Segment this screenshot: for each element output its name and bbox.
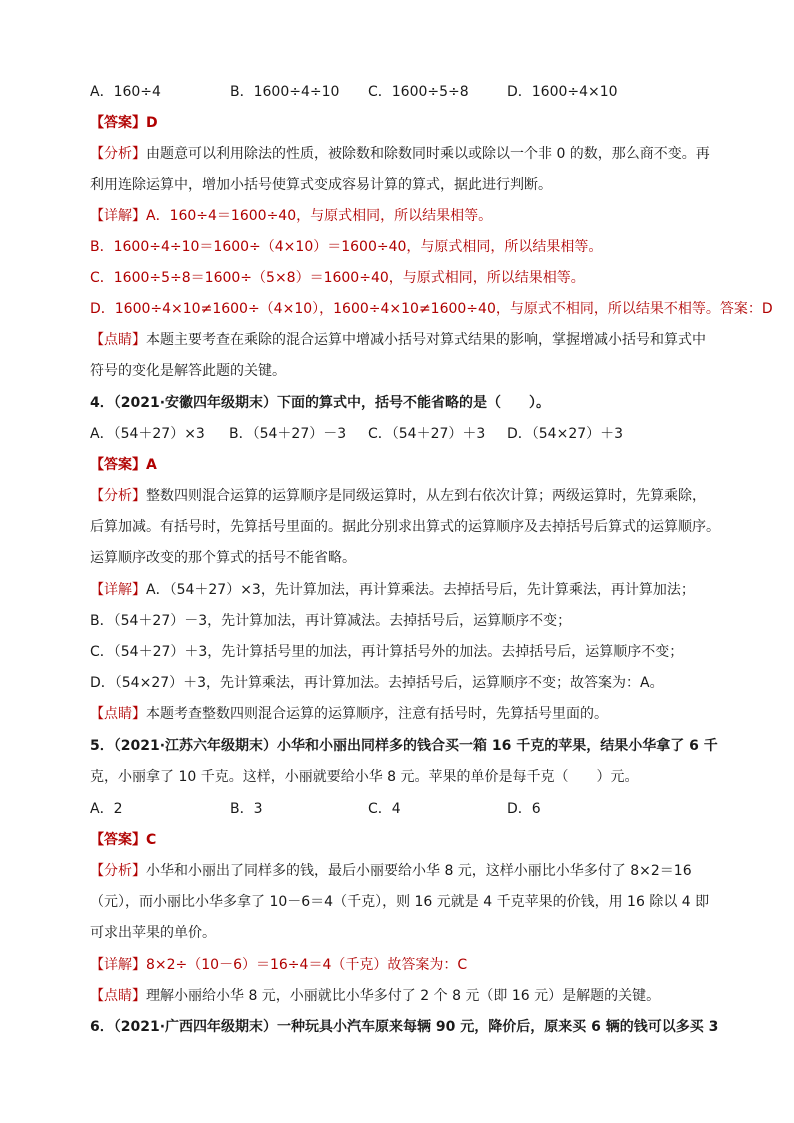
analysis-tag: 【分析】	[90, 863, 146, 879]
option-d: D．（54×27）＋3	[507, 426, 624, 442]
question-stem: 4．（2021·安徽四年级期末）下面的算式中，括号不能省略的是（ ）。	[90, 395, 551, 411]
answer-line	[90, 455, 715, 475]
detail-tag: 【详解】	[90, 582, 146, 598]
analysis-text: 整数四则混合运算的运算顺序是同级运算时，从左到右依次计算；两级运算时，先算乘除，	[146, 488, 706, 504]
option-b: B．（54＋27）－3	[229, 426, 347, 442]
comment-text: 本题考查整数四则混合运算的运算顺序，注意有括号时，先算括号里面的。	[146, 706, 608, 722]
comment-tag: 【点睛】	[90, 988, 146, 1004]
option-b: B．1600÷4÷10	[230, 84, 340, 100]
analysis-line	[90, 144, 715, 164]
detail-line	[90, 580, 715, 600]
analysis-line: 可求出苹果的单价。	[90, 925, 216, 941]
comment-tag: 【点睛】	[90, 332, 146, 348]
analysis-tag: 【分析】	[90, 146, 146, 162]
detail-line	[90, 955, 715, 975]
answer-line	[90, 113, 715, 133]
answer-value: C	[146, 832, 157, 848]
analysis-text: 小华和小丽出了同样多的钱，最后小丽要给小华 8 元，这样小丽比小华多付了 8×2＝16	[146, 863, 692, 879]
detail-line	[90, 206, 715, 226]
analysis-line: （元），而小丽比小华多拿了 10－6＝4（千克），则 16 元就是 4 千克苹果的价钱，用 16 除以 4 即	[90, 894, 710, 910]
option-d: D．6	[507, 801, 541, 817]
analysis-line	[90, 486, 715, 506]
comment-line	[90, 330, 715, 350]
detail-line: C．1600÷5÷8＝1600÷（5×8）＝1600÷40，与原式相同，所以结果相等。	[90, 270, 585, 286]
detail-line: B．（54＋27）－3，先计算加法，再计算减法。去掉括号后，运算顺序不变；	[90, 613, 572, 629]
detail-text: A．160÷4＝1600÷40，与原式相同，所以结果相等。	[146, 208, 493, 224]
option-a: A．2	[90, 801, 123, 817]
answer-value: A	[146, 457, 157, 473]
detail-line: D．（54×27）＋3，先计算乘法，再计算加法。去掉括号后，运算顺序不变；故答案为：A。	[90, 675, 664, 691]
option-c: C．（54＋27）＋3	[368, 426, 486, 442]
question-stem: 5．（2021·江苏六年级期末）小华和小丽出同样多的钱合买一箱 16 千克的苹果，结果小华拿了 6 千	[90, 738, 718, 754]
detail-line: C．（54＋27）＋3，先计算括号里的加法，再计算括号外的加法。去掉括号后，运算顺序不变；	[90, 644, 684, 660]
comment-line	[90, 704, 715, 724]
answer-value: D	[146, 115, 158, 131]
question-stem: 克，小丽拿了 10 千克。这样，小丽就要给小华 8 元。苹果的单价是每千克（ ）元。	[90, 769, 639, 785]
option-a: A．（54＋27）×3	[90, 426, 205, 442]
question-stem: 6．（2021·广西四年级期末）一种玩具小汽车原来每辆 90 元，降价后，原来买 6 辆的钱可以多买 3	[90, 1019, 719, 1035]
answer-line	[90, 830, 715, 850]
analysis-line: 后算加减。有括号时，先算括号里面的。据此分别求出算式的运算顺序及去掉括号后算式的运算顺序。	[90, 519, 720, 535]
comment-tag: 【点睛】	[90, 706, 146, 722]
analysis-text: 由题意可以利用除法的性质，被除数和除数同时乘以或除以一个非 0 的数，那么商不变。再	[146, 146, 710, 162]
detail-tag: 【详解】	[90, 208, 146, 224]
detail-line: B．1600÷4÷10＝1600÷（4×10）＝1600÷40，与原式相同，所以结果相等。	[90, 239, 603, 255]
option-a: A．160÷4	[90, 84, 161, 100]
answer-tag: 【答案】	[90, 457, 146, 473]
analysis-line: 利用连除运算中，增加小括号使算式变成容易计算的算式，据此进行判断。	[90, 177, 552, 193]
option-d: D．1600÷4×10	[507, 84, 618, 100]
option-c: C．4	[368, 801, 401, 817]
comment-text: 理解小丽给小华 8 元，小丽就比小华多付了 2 个 8 元（即 16 元）是解题的关键。	[146, 988, 661, 1004]
answer-tag: 【答案】	[90, 832, 146, 848]
option-b: B．3	[230, 801, 263, 817]
analysis-line	[90, 861, 715, 881]
detail-line: D．1600÷4×10≠1600÷（4×10），1600÷4×10≠1600÷40，与原式不相同，所以结果不相等。答案：D	[90, 301, 773, 317]
comment-line: 符号的变化是解答此题的关键。	[90, 363, 286, 379]
comment-text: 本题主要考查在乘除的混合运算中增减小括号对算式结果的影响，掌握增减小括号和算式中	[146, 332, 706, 348]
answer-tag: 【答案】	[90, 115, 146, 131]
detail-text: A．（54＋27）×3，先计算加法，再计算乘法。去掉括号后，先计算乘法，再计算加法；	[146, 582, 695, 598]
comment-line	[90, 986, 715, 1006]
analysis-tag: 【分析】	[90, 488, 146, 504]
analysis-line: 运算顺序改变的那个算式的括号不能省略。	[90, 550, 356, 566]
detail-tag: 【详解】	[90, 957, 146, 973]
detail-text: 8×2÷（10－6）＝16÷4＝4（千克）故答案为：C	[146, 957, 468, 973]
option-c: C．1600÷5÷8	[368, 84, 469, 100]
